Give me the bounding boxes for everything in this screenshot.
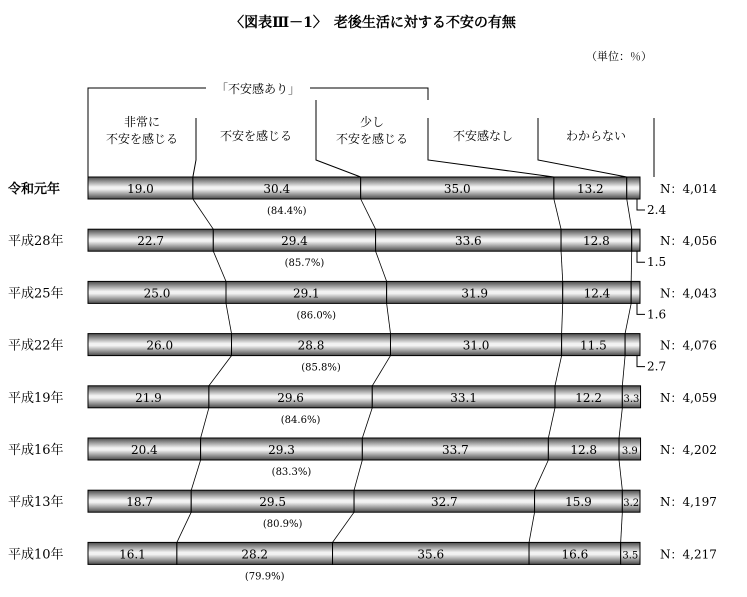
value-label: 15.9: [565, 495, 592, 510]
legend-divider: [193, 118, 196, 177]
connector-line: [354, 460, 362, 490]
value-label: 1.5: [647, 255, 667, 270]
sample-size-label: N：4,202: [660, 443, 717, 457]
value-label: 3.9: [621, 446, 638, 457]
connector-line: [622, 356, 625, 386]
connector-line: [619, 408, 622, 438]
legend-divider: [428, 118, 554, 177]
value-label: 26.0: [146, 338, 174, 353]
value-label: 28.2: [241, 547, 269, 562]
value-label: 12.8: [583, 234, 610, 249]
anxiety-total-label: (85.7%): [284, 258, 325, 270]
connector-line: [625, 303, 631, 333]
anxiety-total-label: (86.0%): [296, 310, 337, 322]
bar-row: [8, 438, 717, 478]
connector-line: [361, 199, 376, 229]
callout-line: [637, 251, 645, 262]
category-label: 平成19年: [8, 390, 64, 406]
sample-size-label: N：4,059: [660, 390, 717, 405]
connector-line: [535, 460, 549, 490]
connector-line: [333, 512, 355, 542]
unit-note: （単位：％）: [586, 50, 652, 63]
group-label: 「不安感あり」: [215, 82, 301, 96]
legend-label: わからない: [565, 129, 627, 143]
value-label: 32.7: [430, 495, 458, 510]
value-label: 33.1: [450, 390, 477, 405]
sample-size-label: N：4,043: [660, 286, 717, 301]
connector-line: [621, 512, 623, 542]
bar-row: [7, 177, 717, 217]
category-label: 平成22年: [8, 338, 64, 354]
value-label: 28.8: [297, 338, 325, 353]
anxiety-total-label: (83.3%): [271, 467, 312, 478]
connector-line: [191, 460, 200, 490]
bar-row: [8, 281, 717, 321]
sample-size-label: N：4,056: [660, 234, 717, 249]
value-label: 20.4: [130, 443, 158, 457]
connector-line: [372, 356, 390, 386]
chart-title: 〈図表Ⅲ－1〉 老後生活に対する不安の有無: [230, 15, 516, 31]
value-label: 12.2: [575, 390, 603, 405]
anxiety-total-label: (79.9%): [244, 571, 285, 583]
value-label: 25.0: [143, 286, 171, 301]
value-label: 29.5: [259, 495, 287, 510]
value-label: 21.9: [135, 390, 162, 405]
connector-line: [627, 199, 632, 229]
connector-line: [562, 303, 563, 333]
category-label: 平成16年: [8, 443, 64, 458]
connector-line: [226, 303, 232, 333]
value-label: 22.7: [137, 234, 165, 249]
anxiety-total-label: (85.8%): [301, 362, 341, 374]
bar-row: [8, 386, 717, 426]
value-label: 12.4: [583, 286, 611, 301]
value-label: 33.6: [454, 234, 482, 249]
anxiety-total-label: (80.9%): [262, 519, 303, 531]
value-label: 3.2: [623, 498, 640, 510]
value-label: 13.2: [576, 182, 604, 196]
connector-line: [376, 251, 387, 281]
bar-segment: [625, 334, 640, 356]
sample-size-label: N：4,217: [660, 547, 717, 562]
anxiety-total-label: (84.4%): [266, 206, 307, 217]
value-label: 3.3: [623, 393, 640, 405]
connector-line: [201, 408, 209, 438]
connector-line: [529, 512, 535, 542]
connector-line: [193, 199, 213, 229]
legend-label: 不安感なし: [452, 129, 514, 143]
value-label: 1.6: [647, 307, 667, 322]
sample-size-label: N：4,076: [660, 338, 717, 353]
legend-label: 非常に: [123, 115, 161, 129]
value-label: 16.6: [561, 547, 589, 562]
legend-divider: [538, 118, 627, 177]
legend: [88, 80, 654, 177]
category-label: 平成25年: [8, 286, 64, 302]
callout-line: [637, 199, 645, 210]
callout-line: [637, 356, 645, 367]
value-label: 11.5: [579, 338, 607, 353]
anxiety-total-label: (84.6%): [280, 414, 321, 426]
value-label: 2.7: [647, 359, 667, 374]
category-label: 令和元年: [8, 182, 61, 197]
connector-line: [177, 512, 191, 542]
bar-segment: [631, 281, 640, 303]
value-label: 29.3: [268, 443, 295, 457]
connector-line: [555, 356, 562, 386]
value-label: 29.6: [277, 390, 304, 405]
sample-size-label: N：4,014: [660, 182, 717, 196]
bar-row: [8, 229, 717, 269]
category-label: 平成10年: [8, 547, 64, 563]
value-label: 3.5: [622, 550, 639, 562]
legend-label: 不安を感じる: [335, 132, 409, 146]
value-label: 31.0: [462, 338, 490, 353]
legend-label: 不安を感じる: [105, 132, 179, 146]
value-label: 16.1: [119, 547, 146, 562]
value-label: 18.7: [126, 495, 153, 510]
connector-line: [213, 251, 226, 281]
connector-line: [619, 460, 622, 490]
value-label: 29.1: [292, 286, 320, 301]
connector-line: [548, 408, 555, 438]
value-label: 35.6: [417, 547, 445, 562]
value-label: 12.8: [570, 443, 598, 457]
sample-size-label: N：4,197: [660, 495, 717, 510]
connector-line: [561, 251, 563, 281]
legend-label: 少し: [359, 115, 385, 129]
category-label: 平成13年: [8, 495, 64, 511]
bar-segment: [627, 177, 640, 199]
bar-row: [8, 542, 717, 582]
bar-segment: [632, 229, 640, 251]
connector-line: [362, 408, 372, 438]
bar-row: [8, 490, 717, 530]
value-label: 2.4: [647, 203, 667, 217]
value-label: 30.4: [263, 182, 291, 196]
legend-label: 不安を感じる: [219, 129, 293, 143]
value-label: 35.0: [443, 182, 471, 196]
value-label: 33.7: [441, 443, 469, 457]
connector-line: [631, 251, 632, 281]
category-label: 平成28年: [8, 234, 64, 250]
bar-rows: [7, 177, 717, 582]
connector-line: [387, 303, 391, 333]
connector-line: [554, 199, 561, 229]
value-label: 31.9: [461, 286, 489, 301]
callout-line: [637, 303, 645, 314]
connector-line: [209, 356, 232, 386]
value-label: 19.0: [127, 182, 154, 196]
value-label: 29.4: [281, 234, 308, 249]
bar-row: [8, 334, 717, 374]
